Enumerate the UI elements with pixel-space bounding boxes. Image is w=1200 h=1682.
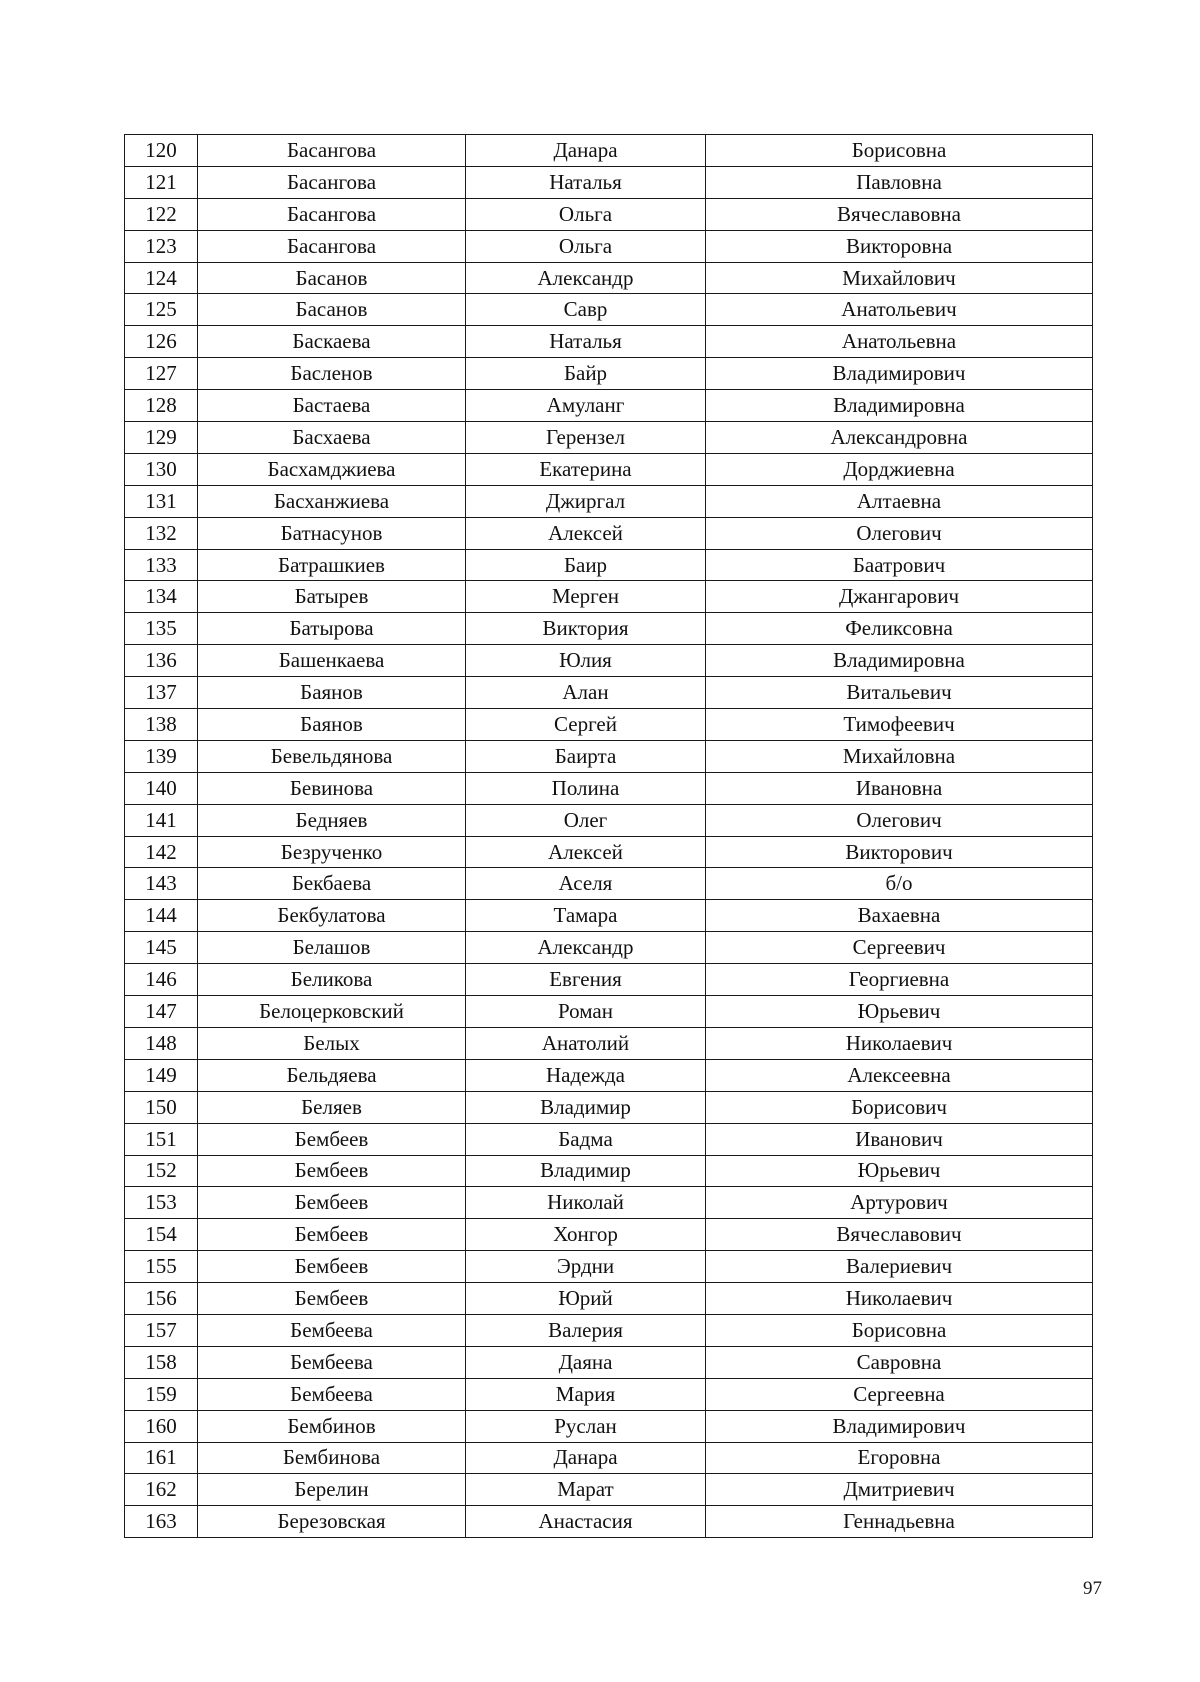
first-name-cell: Владимир — [466, 1155, 706, 1187]
row-number-cell: 132 — [125, 517, 198, 549]
last-name-cell: Берелин — [198, 1474, 466, 1506]
last-name-cell: Березовская — [198, 1506, 466, 1538]
patronymic-cell: Николаевич — [706, 1283, 1093, 1315]
row-number-cell: 162 — [125, 1474, 198, 1506]
patronymic-cell: Владимирович — [706, 358, 1093, 390]
row-number-cell: 146 — [125, 964, 198, 996]
table-row — [125, 1314, 1093, 1346]
table-row — [125, 326, 1093, 358]
patronymic-cell: Павловна — [706, 166, 1093, 198]
first-name-cell: Герензел — [466, 422, 706, 454]
last-name-cell: Бембеева — [198, 1378, 466, 1410]
first-name-cell: Владимир — [466, 1091, 706, 1123]
table-row — [125, 230, 1093, 262]
row-number-cell: 133 — [125, 549, 198, 581]
last-name-cell: Белоцерковский — [198, 996, 466, 1028]
first-name-cell: Байр — [466, 358, 706, 390]
row-number-cell: 154 — [125, 1219, 198, 1251]
table-row — [125, 868, 1093, 900]
first-name-cell: Джиргал — [466, 485, 706, 517]
last-name-cell: Бембеев — [198, 1187, 466, 1219]
first-name-cell: Александр — [466, 932, 706, 964]
patronymic-cell: Михайлович — [706, 262, 1093, 294]
patronymic-cell: Тимофеевич — [706, 709, 1093, 741]
row-number-cell: 161 — [125, 1442, 198, 1474]
row-number-cell: 150 — [125, 1091, 198, 1123]
first-name-cell: Алан — [466, 677, 706, 709]
last-name-cell: Батырев — [198, 581, 466, 613]
first-name-cell: Роман — [466, 996, 706, 1028]
row-number-cell: 129 — [125, 422, 198, 454]
first-name-cell: Хонгор — [466, 1219, 706, 1251]
table-row — [125, 549, 1093, 581]
last-name-cell: Белых — [198, 1027, 466, 1059]
first-name-cell: Мерген — [466, 581, 706, 613]
last-name-cell: Бембеев — [198, 1219, 466, 1251]
row-number-cell: 159 — [125, 1378, 198, 1410]
table-row — [125, 485, 1093, 517]
first-name-cell: Руслан — [466, 1410, 706, 1442]
patronymic-cell: Борисовна — [706, 135, 1093, 167]
row-number-cell: 140 — [125, 772, 198, 804]
names-table — [124, 134, 1093, 1538]
last-name-cell: Басханжиева — [198, 485, 466, 517]
first-name-cell: Аселя — [466, 868, 706, 900]
row-number-cell: 135 — [125, 613, 198, 645]
patronymic-cell: Егоровна — [706, 1442, 1093, 1474]
table-row — [125, 1187, 1093, 1219]
first-name-cell: Юлия — [466, 645, 706, 677]
table-row — [125, 1506, 1093, 1538]
row-number-cell: 148 — [125, 1027, 198, 1059]
row-number-cell: 163 — [125, 1506, 198, 1538]
table-row — [125, 135, 1093, 167]
patronymic-cell: Борисовна — [706, 1314, 1093, 1346]
last-name-cell: Бембеев — [198, 1283, 466, 1315]
row-number-cell: 137 — [125, 677, 198, 709]
patronymic-cell: Иванович — [706, 1123, 1093, 1155]
last-name-cell: Бембеев — [198, 1155, 466, 1187]
patronymic-cell: Викторович — [706, 836, 1093, 868]
row-number-cell: 126 — [125, 326, 198, 358]
first-name-cell: Даяна — [466, 1346, 706, 1378]
row-number-cell: 142 — [125, 836, 198, 868]
row-number-cell: 156 — [125, 1283, 198, 1315]
patronymic-cell: Анатольевна — [706, 326, 1093, 358]
first-name-cell: Бадма — [466, 1123, 706, 1155]
last-name-cell: Баскаева — [198, 326, 466, 358]
last-name-cell: Басангова — [198, 166, 466, 198]
last-name-cell: Басангова — [198, 198, 466, 230]
first-name-cell: Тамара — [466, 900, 706, 932]
row-number-cell: 134 — [125, 581, 198, 613]
patronymic-cell: Олегович — [706, 517, 1093, 549]
table-row — [125, 613, 1093, 645]
patronymic-cell: Валериевич — [706, 1251, 1093, 1283]
last-name-cell: Бедняев — [198, 804, 466, 836]
table-row — [125, 836, 1093, 868]
patronymic-cell: Владимировна — [706, 390, 1093, 422]
patronymic-cell: Викторовна — [706, 230, 1093, 262]
first-name-cell: Надежда — [466, 1059, 706, 1091]
last-name-cell: Бембеев — [198, 1251, 466, 1283]
table-row — [125, 1442, 1093, 1474]
last-name-cell: Бембеева — [198, 1314, 466, 1346]
patronymic-cell: Николаевич — [706, 1027, 1093, 1059]
table-row — [125, 900, 1093, 932]
last-name-cell: Бембинов — [198, 1410, 466, 1442]
page-number: 97 — [1083, 1578, 1102, 1599]
last-name-cell: Баянов — [198, 677, 466, 709]
table-row — [125, 996, 1093, 1028]
last-name-cell: Бевельдянова — [198, 740, 466, 772]
row-number-cell: 128 — [125, 390, 198, 422]
patronymic-cell: Феликсовна — [706, 613, 1093, 645]
last-name-cell: Бекбулатова — [198, 900, 466, 932]
table-row — [125, 453, 1093, 485]
first-name-cell: Анастасия — [466, 1506, 706, 1538]
row-number-cell: 138 — [125, 709, 198, 741]
first-name-cell: Алексей — [466, 517, 706, 549]
first-name-cell: Баирта — [466, 740, 706, 772]
table-row — [125, 262, 1093, 294]
first-name-cell: Валерия — [466, 1314, 706, 1346]
row-number-cell: 141 — [125, 804, 198, 836]
row-number-cell: 121 — [125, 166, 198, 198]
first-name-cell: Николай — [466, 1187, 706, 1219]
row-number-cell: 136 — [125, 645, 198, 677]
last-name-cell: Бембеева — [198, 1346, 466, 1378]
patronymic-cell: Ивановна — [706, 772, 1093, 804]
first-name-cell: Олег — [466, 804, 706, 836]
first-name-cell: Ольга — [466, 198, 706, 230]
last-name-cell: Бембеев — [198, 1123, 466, 1155]
first-name-cell: Наталья — [466, 326, 706, 358]
table-row — [125, 1155, 1093, 1187]
patronymic-cell: Вячеславович — [706, 1219, 1093, 1251]
last-name-cell: Батырова — [198, 613, 466, 645]
table-row — [125, 517, 1093, 549]
first-name-cell: Амуланг — [466, 390, 706, 422]
row-number-cell: 143 — [125, 868, 198, 900]
row-number-cell: 155 — [125, 1251, 198, 1283]
patronymic-cell: Владимировна — [706, 645, 1093, 677]
patronymic-cell: Вячеславовна — [706, 198, 1093, 230]
last-name-cell: Безрученко — [198, 836, 466, 868]
row-number-cell: 145 — [125, 932, 198, 964]
last-name-cell: Басхаева — [198, 422, 466, 454]
table-row — [125, 1410, 1093, 1442]
patronymic-cell: Савровна — [706, 1346, 1093, 1378]
patronymic-cell: Анатольевич — [706, 294, 1093, 326]
table-row — [125, 1251, 1093, 1283]
last-name-cell: Батрашкиев — [198, 549, 466, 581]
last-name-cell: Белашов — [198, 932, 466, 964]
last-name-cell: Бембинова — [198, 1442, 466, 1474]
last-name-cell: Бевинова — [198, 772, 466, 804]
patronymic-cell: Юрьевич — [706, 1155, 1093, 1187]
table-row — [125, 166, 1093, 198]
first-name-cell: Алексей — [466, 836, 706, 868]
row-number-cell: 120 — [125, 135, 198, 167]
first-name-cell: Мария — [466, 1378, 706, 1410]
patronymic-cell: б/о — [706, 868, 1093, 900]
patronymic-cell: Михайловна — [706, 740, 1093, 772]
first-name-cell: Полина — [466, 772, 706, 804]
table-row — [125, 581, 1093, 613]
last-name-cell: Басангова — [198, 230, 466, 262]
last-name-cell: Беликова — [198, 964, 466, 996]
patronymic-cell: Дорджиевна — [706, 453, 1093, 485]
table-row — [125, 740, 1093, 772]
row-number-cell: 158 — [125, 1346, 198, 1378]
patronymic-cell: Вахаевна — [706, 900, 1093, 932]
first-name-cell: Данара — [466, 1442, 706, 1474]
patronymic-cell: Александровна — [706, 422, 1093, 454]
row-number-cell: 151 — [125, 1123, 198, 1155]
row-number-cell: 131 — [125, 485, 198, 517]
table-row — [125, 1091, 1093, 1123]
last-name-cell: Басангова — [198, 135, 466, 167]
row-number-cell: 139 — [125, 740, 198, 772]
table-row — [125, 932, 1093, 964]
first-name-cell: Эрдни — [466, 1251, 706, 1283]
patronymic-cell: Геннадьевна — [706, 1506, 1093, 1538]
last-name-cell: Бекбаева — [198, 868, 466, 900]
table-row — [125, 1059, 1093, 1091]
last-name-cell: Басхамджиева — [198, 453, 466, 485]
last-name-cell: Бельдяева — [198, 1059, 466, 1091]
table-row — [125, 677, 1093, 709]
table-row — [125, 1219, 1093, 1251]
patronymic-cell: Баатрович — [706, 549, 1093, 581]
row-number-cell: 149 — [125, 1059, 198, 1091]
patronymic-cell: Георгиевна — [706, 964, 1093, 996]
last-name-cell: Беляев — [198, 1091, 466, 1123]
patronymic-cell: Дмитриевич — [706, 1474, 1093, 1506]
row-number-cell: 153 — [125, 1187, 198, 1219]
table-row — [125, 294, 1093, 326]
patronymic-cell: Владимирович — [706, 1410, 1093, 1442]
table-row — [125, 1346, 1093, 1378]
last-name-cell: Баянов — [198, 709, 466, 741]
first-name-cell: Александр — [466, 262, 706, 294]
last-name-cell: Басленов — [198, 358, 466, 390]
patronymic-cell: Витальевич — [706, 677, 1093, 709]
first-name-cell: Марат — [466, 1474, 706, 1506]
row-number-cell: 124 — [125, 262, 198, 294]
row-number-cell: 147 — [125, 996, 198, 1028]
table-row — [125, 1378, 1093, 1410]
table-row — [125, 709, 1093, 741]
patronymic-cell: Алтаевна — [706, 485, 1093, 517]
patronymic-cell: Джангарович — [706, 581, 1093, 613]
row-number-cell: 152 — [125, 1155, 198, 1187]
last-name-cell: Батнасунов — [198, 517, 466, 549]
first-name-cell: Анатолий — [466, 1027, 706, 1059]
row-number-cell: 157 — [125, 1314, 198, 1346]
first-name-cell: Ольга — [466, 230, 706, 262]
first-name-cell: Савр — [466, 294, 706, 326]
table-row — [125, 1474, 1093, 1506]
last-name-cell: Басанов — [198, 262, 466, 294]
first-name-cell: Сергей — [466, 709, 706, 741]
table-row — [125, 964, 1093, 996]
table-row — [125, 198, 1093, 230]
table-row — [125, 1283, 1093, 1315]
table-row — [125, 1123, 1093, 1155]
patronymic-cell: Алексеевна — [706, 1059, 1093, 1091]
first-name-cell: Екатерина — [466, 453, 706, 485]
row-number-cell: 160 — [125, 1410, 198, 1442]
row-number-cell: 125 — [125, 294, 198, 326]
first-name-cell: Евгения — [466, 964, 706, 996]
first-name-cell: Наталья — [466, 166, 706, 198]
first-name-cell: Юрий — [466, 1283, 706, 1315]
patronymic-cell: Юрьевич — [706, 996, 1093, 1028]
table-row — [125, 772, 1093, 804]
patronymic-cell: Борисович — [706, 1091, 1093, 1123]
patronymic-cell: Олегович — [706, 804, 1093, 836]
last-name-cell: Бастаева — [198, 390, 466, 422]
row-number-cell: 130 — [125, 453, 198, 485]
table-row — [125, 358, 1093, 390]
first-name-cell: Баир — [466, 549, 706, 581]
first-name-cell: Данара — [466, 135, 706, 167]
table-row — [125, 804, 1093, 836]
row-number-cell: 123 — [125, 230, 198, 262]
first-name-cell: Виктория — [466, 613, 706, 645]
table-row — [125, 645, 1093, 677]
row-number-cell: 122 — [125, 198, 198, 230]
table-row — [125, 390, 1093, 422]
names-table-body — [125, 135, 1093, 1538]
patronymic-cell: Сергеевич — [706, 932, 1093, 964]
row-number-cell: 127 — [125, 358, 198, 390]
row-number-cell: 144 — [125, 900, 198, 932]
table-row — [125, 1027, 1093, 1059]
last-name-cell: Башенкаева — [198, 645, 466, 677]
last-name-cell: Басанов — [198, 294, 466, 326]
table-row — [125, 422, 1093, 454]
patronymic-cell: Сергеевна — [706, 1378, 1093, 1410]
patronymic-cell: Артурович — [706, 1187, 1093, 1219]
